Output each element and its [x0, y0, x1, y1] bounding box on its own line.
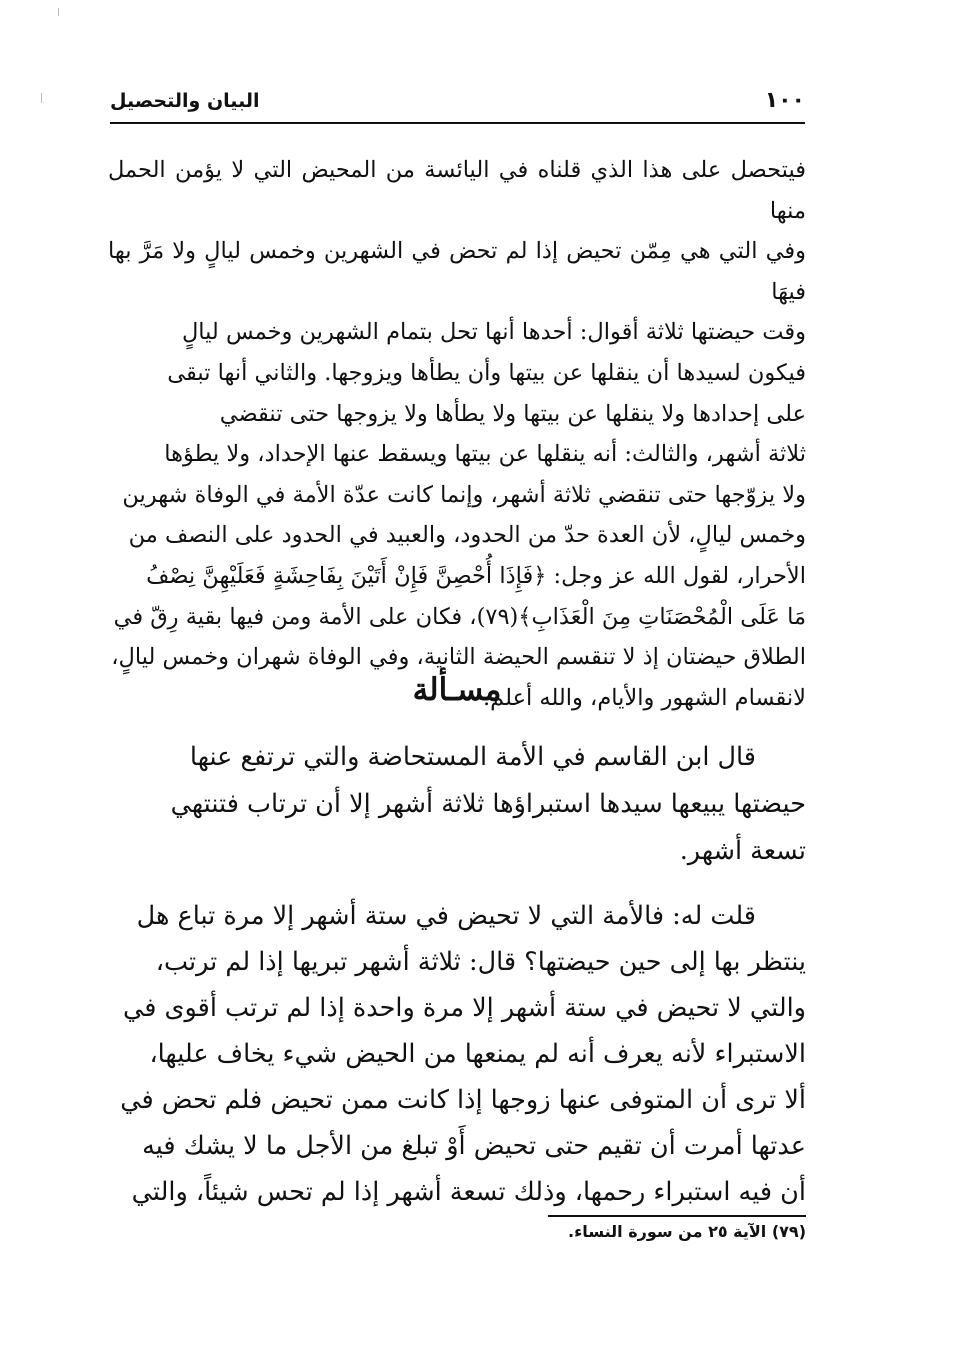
text-line: وقت حيضتها ثلاثة أقوال: أحدها أنها تحل بتمام الشهرين وخمس ليالٍ: [181, 319, 806, 346]
text-line: قال ابن القاسم في الأمة المستحاضة والتي ترتفع عنها: [189, 742, 756, 772]
text-line: والتي لا تحيض في ستة أشهر إلا مرة واحدة إذا لم ترتب أقوى في: [122, 993, 806, 1023]
footnote: (٧٩) الآية ٢٥ من سورة النساء.: [568, 1222, 806, 1241]
scan-mark: [58, 8, 59, 16]
text-line: وفي التي هي مِمّن تحيض إذا لم تحض في الشهرين وخمس ليالٍ ولا مَرَّ بها فيهَا: [108, 238, 806, 305]
paragraph-ibn-al-qasim: [108, 734, 806, 875]
text-line: ينتظر بها إلى حين حيضتها؟ قال: ثلاثة أشهر تبريها إذا لم ترتب،: [155, 947, 806, 977]
page-header: [110, 88, 805, 120]
text-line: فيكون لسيدها أن ينقلها عن بيتها وأن يطأها ويزوجها. والثاني أنها تبقى: [167, 359, 806, 386]
text-line: الطلاق حيضتان إذ لا تنقسم الحيضة الثانية، وفي الوفاة شهران وخمس ليالٍ،: [111, 644, 806, 671]
text-line: وخمس ليالٍ، لأن العدة حدّ من الحدود، والعبيد في الحدود على النصف من: [128, 522, 806, 549]
scan-mark: [41, 93, 42, 103]
section-heading: مسـألة: [412, 672, 502, 708]
text-line: أن فيه استبراء رحمها، وذلك تسعة أشهر إذا لم تحس شيئاً، والتي: [131, 1177, 806, 1207]
running-title: البيان والتحصيل: [110, 90, 260, 112]
text-line: ولا يزوّجها حتى تنقضي ثلاثة أشهر، وإنما كانت عدّة الأمة في الوفاة شهرين: [122, 481, 806, 508]
text-line: ثلاثة أشهر، والثالث: أنه ينقلها عن بيتها ويسقط عنها الإحداد، ولا يطؤها: [164, 441, 806, 468]
text-line: حيضتها يبيعها سيدها استبراؤها ثلاثة أشهر إلا أن ترتاب فتنتهي: [170, 789, 806, 819]
header-rule: [110, 122, 805, 124]
text-line: مَا عَلَى الْمُحْصَنَاتِ مِنَ الْعَذَابِ﴾(٧٩)، فكان على الأمة ومن فيها بقية رِقّ في: [113, 603, 806, 630]
text-line: الأحرار، لقول الله عز وجل: ﴿فَإِذَا أُحْصِنَّ فَإِنْ أَتَيْنَ بِفَاحِشَةٍ فَعَلَيْهِنَّ نِصْفُ: [146, 562, 806, 589]
paragraph-question: [108, 893, 806, 1215]
text-line: تسعة أشهر.: [679, 836, 806, 866]
text-line: ألا ترى أن المتوفى عنها زوجها إذا كانت ممن تحيض فلم تحض في: [120, 1085, 806, 1115]
text-line: لانقسام الشهور والأيام، والله أعلم.: [483, 684, 806, 711]
footnote-rule: [548, 1215, 806, 1217]
paragraph-ruling-summary: [108, 150, 806, 718]
text-line: فيتحصل على هذا الذي قلناه في اليائسة من المحيض التي لا يؤمن الحمل منها: [108, 157, 806, 224]
text-line: قلت له: فالأمة التي لا تحيض في ستة أشهر إلا مرة تباع هل: [136, 901, 756, 931]
text-line: الاستبراء لأنه يعرف أنه لم يمنعها من الحيض شيء يخاف عليها،: [149, 1039, 806, 1069]
text-line: عدتها أمرت أن تقيم حتى تحيض أَوْ تبلغ من الأجل ما لا يشك فيه: [142, 1131, 806, 1161]
text-line: على إحدادها ولا ينقلها عن بيتها ولا يطأها ولا يزوجها حتى تنقضي: [219, 400, 806, 427]
page-number: ١٠٠: [764, 88, 805, 113]
